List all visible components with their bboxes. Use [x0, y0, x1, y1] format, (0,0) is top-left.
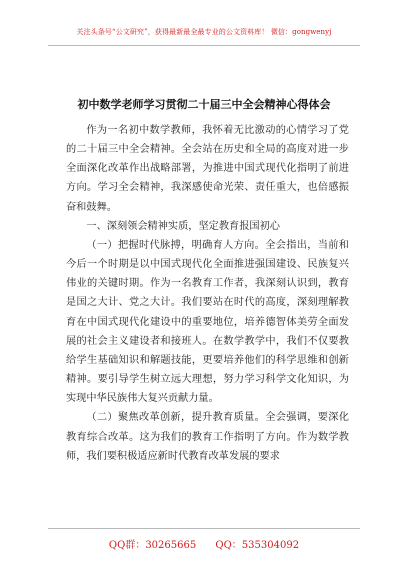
qq-number-label: QQ：535304092 — [215, 540, 300, 551]
paragraph-intro: 作为一名初中数学教师，我怀着无比激动的心情学习了党的二十届三中全会精神。全会站在历史和全局的高度对进一步全面深化改革作出战略部署，为推进中国式现代化指明了前进方向。学习全会精神，我深感使命光荣、责任重大，也倍感振奋和鼓舞。 — [66, 125, 349, 213]
document-title: 初中数学老师学习贯彻二十届三中全会精神心得体会 — [77, 98, 331, 111]
footer-contact — [0, 536, 408, 551]
header-banner: 关注头条号“公文研究”，获得最新最全最专业的公文资料库！ 微信：gongwenyj — [76, 28, 332, 36]
qq-group-label: QQ群：30265665 — [108, 540, 197, 551]
paragraph-subsection-1: （一）把握时代脉搏，明确育人方向。全会指出，当前和今后一个时期是以中国式现代化全面推进强国建设、民族复兴伟业的关键时期。作为一名教育工作者，我深刻认识到，教育是国之大计、党之大计。我们要站在时代的高度，深刻理解教育在中国式现代化建设中的重要地位，培养德智体美劳全面发展的社会主义建设者和接班人。在数学教学中，我们不仅要教给学生基础知识和解题技能，更要培养他们的科学思维和创新精神。要引导学生树立远大理想，努力学习科学文化知识，为实现中华民族伟大复兴贡献力量。 — [66, 239, 349, 405]
document-body — [66, 121, 349, 466]
header-divider — [48, 45, 360, 46]
paragraph-subsection-2: （二）聚焦改革创新，提升教育质量。全会强调，要深化教育综合改革。这为我们的教育工作指明了方向。作为数学教师，我们要积极适应新时代教育改革发展的要求 — [66, 412, 349, 462]
section-heading-1: 一、深刻领会精神实质，坚定教育报国初心 — [86, 220, 280, 232]
footer-divider — [48, 528, 360, 529]
